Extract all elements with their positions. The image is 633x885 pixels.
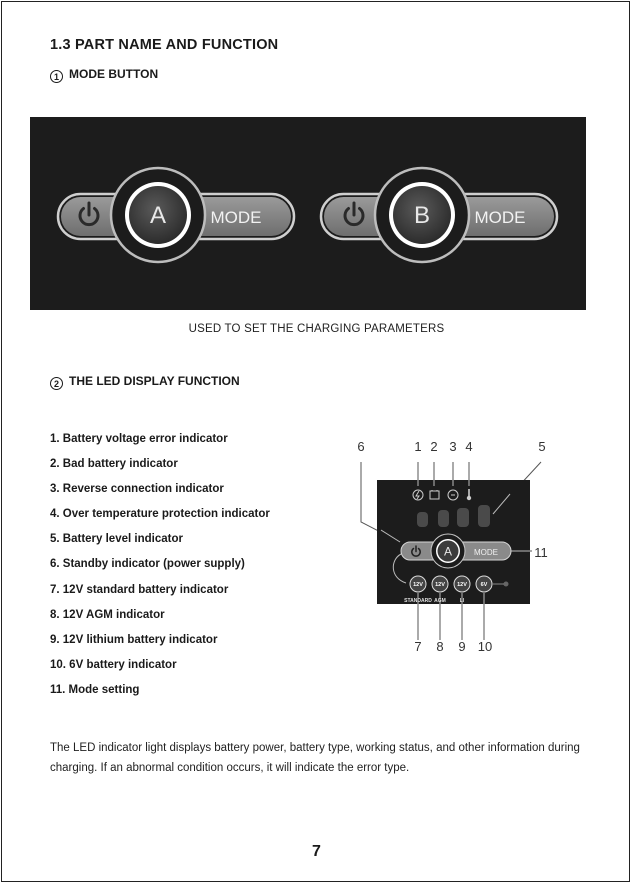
mode-label: MODE (210, 208, 262, 227)
callout-4: 4 (465, 439, 473, 454)
badge-6v: 6V (480, 582, 488, 588)
callout-5: 5 (538, 439, 546, 454)
circled-number: 2 (50, 377, 63, 390)
button-letter: B (413, 202, 431, 229)
callout-6: 6 (357, 439, 365, 454)
section-title: MODE BUTTON (69, 67, 159, 81)
mode-label: MODE (474, 208, 526, 227)
list-item: 3. Reverse connection indicator (50, 483, 224, 496)
callout-11: 11 (534, 545, 548, 560)
mode-button-panel (30, 117, 586, 310)
list-item: 6. Standby indicator (power supply) (50, 558, 245, 571)
callout-8: 8 (436, 639, 444, 654)
section-led-heading (50, 374, 240, 390)
mode-buttons-illustration (30, 117, 586, 310)
led-panel-illustration (340, 450, 570, 640)
panel-caption: USED TO SET THE CHARGING PARAMETERS (188, 323, 445, 335)
list-item: 8. 12V AGM indicator (50, 608, 165, 621)
callout-7: 7 (414, 639, 422, 654)
mode-button-b (321, 168, 557, 262)
description-paragraph: The LED indicator light displays battery power, battery type, working status, and other information during charging. If an abnormal condition occurs, it will indicate the error type. (50, 742, 580, 774)
callout-9: 9 (458, 639, 466, 654)
list-item: 5. Battery level indicator (50, 533, 183, 546)
callout-10: 10 (477, 639, 493, 654)
list-item: 1. Battery voltage error indicator (50, 433, 228, 445)
list-item: 10. 6V battery indicator (50, 658, 177, 671)
list-item: 11. Mode setting (50, 683, 140, 696)
mode-label: MODE (474, 548, 498, 557)
circled-number: 1 (50, 70, 63, 83)
callout-3: 3 (449, 439, 457, 454)
mode-button-a (58, 168, 294, 262)
label-li: LI (459, 598, 465, 604)
callout-1: 1 (414, 439, 422, 454)
label-standard: STANDARD (404, 598, 432, 604)
indicator-list (50, 430, 270, 706)
page-number: 7 (312, 843, 321, 860)
badge-12v-agm: 12V (435, 582, 445, 588)
list-item: 2. Bad battery indicator (50, 458, 178, 471)
list-item: 4. Over temperature protection indicator (50, 508, 270, 521)
label-agm: AGM (434, 598, 446, 604)
mode-letter: A (443, 544, 453, 559)
list-item: 9. 12V lithium battery indicator (50, 633, 218, 646)
section-title: THE LED DISPLAY FUNCTION (69, 374, 240, 388)
badge-12v-lithium: 12V (457, 582, 467, 588)
list-item: 7. 12V standard battery indicator (50, 583, 229, 596)
section-mode-button-heading (50, 67, 158, 83)
button-letter: A (149, 202, 167, 229)
badge-12v-standard: 12V (413, 582, 423, 588)
page-heading: 1.3 PART NAME AND FUNCTION (50, 37, 279, 53)
callout-2: 2 (430, 439, 438, 454)
